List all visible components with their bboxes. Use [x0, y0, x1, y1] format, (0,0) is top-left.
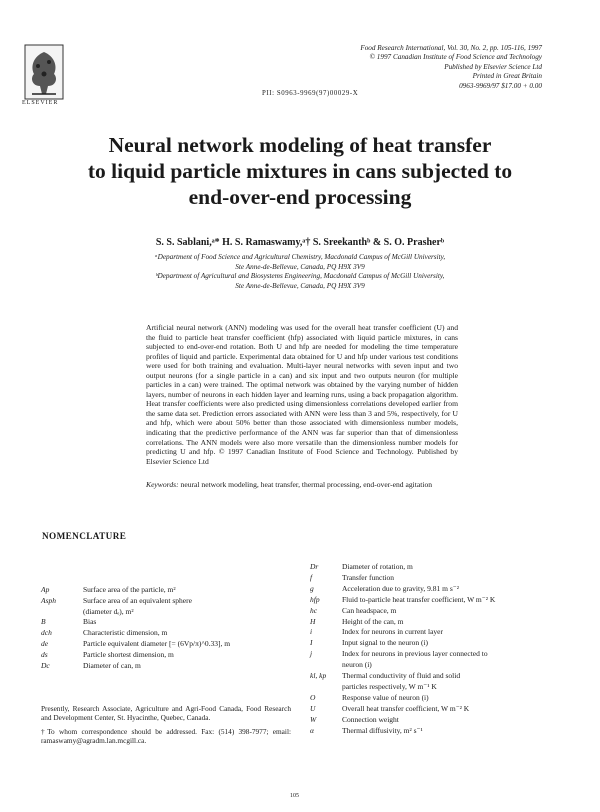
nomenclature-definition: Index for neurons in previous layer connected to — [342, 649, 488, 659]
affiliation-line: Ste Anne-de-Bellevue, Canada, PQ H9X 3V9 — [235, 281, 365, 290]
keywords — [146, 480, 458, 490]
nomenclature-definition: Particle equivalent diameter [= (6Vp/π)^0.33], m — [83, 639, 231, 648]
nomenclature-definition: Index for neurons in current layer — [342, 627, 444, 637]
nomenclature-definition: Thermal diffusivity, m² s⁻¹ — [342, 725, 423, 735]
footnotes — [41, 704, 291, 746]
author-list: S. S. Sablani,ᵃ* H. S. Ramaswamy,ᵃ† S. Sreekanthᵇ & S. O. Prasherᵇ — [155, 237, 445, 248]
nomenclature-symbol: i — [310, 627, 313, 637]
keywords-text: neural network modeling, heat transfer, thermal processing, end-over-end agitation — [180, 480, 433, 489]
title-line: end-over-end processing — [188, 185, 412, 209]
copyright-line: © 1997 Canadian Institute of Food Science and Technology — [369, 53, 542, 62]
nomenclature-symbol: hc — [310, 605, 318, 615]
nomenclature-definition: (diameter dₑ), m² — [83, 606, 134, 616]
nomenclature-definition: Input signal to the neuron (i) — [342, 638, 429, 648]
footnote-present-address: Presently, Research Associate, Agriculture and Agri-Food Canada, Food Research and Development Center, St. Hyacinthe, Quebec, Canada. — [41, 704, 291, 723]
nomenclature-symbol: Dr — [310, 562, 319, 571]
nomenclature-definition: neuron (i) — [342, 660, 372, 670]
nomenclature-symbol: U — [310, 703, 316, 713]
printed-line: Printed in Great Britain — [472, 72, 542, 81]
nomenclature-definition: Diameter of rotation, m — [342, 562, 413, 571]
pii-code: PII: S0963-9969(97)00029-X — [262, 90, 359, 97]
affiliations — [40, 253, 560, 291]
nomenclature-symbol: Dc — [41, 660, 50, 670]
nomenclature-definition: Surface area of an equivalent sphere — [83, 595, 192, 605]
publisher-logo-text: ELSEVIER — [22, 100, 59, 106]
nomenclature-symbol: Asph — [41, 595, 56, 605]
nomenclature-definition: Diameter of can, m — [83, 660, 141, 670]
affiliation-line: ᵇDepartment of Agricultural and Biosystems Engineering, Macdonald Campus of McGill University, — [155, 272, 445, 281]
nomenclature-symbol: g — [310, 583, 314, 593]
nomenclature-definition: particles respectively, W m⁻¹ K — [342, 681, 437, 691]
journal-info — [262, 44, 542, 91]
nomenclature-heading: NOMENCLATURE — [42, 531, 127, 541]
nomenclature-definition: Response value of neuron (i) — [342, 692, 429, 702]
footnote-correspondence: †To whom correspondence should be addressed. Fax: (514) 398-7977; email: ramaswamy@agradm.lan.mcgill.ca. — [41, 726, 291, 746]
elsevier-logo — [24, 44, 64, 100]
price-line: 0963-9969/97 $17.00 + 0.00 — [459, 81, 542, 90]
paper-title — [40, 132, 560, 210]
nomenclature-definition: Thermal conductivity of fluid and solid — [342, 671, 461, 680]
nomenclature-symbol: dch — [41, 628, 52, 638]
nomenclature-definition: Acceleration due to gravity, 9.81 m s⁻² — [342, 583, 459, 593]
keywords-label: Keywords: — [146, 480, 179, 489]
nomenclature-symbol: kl, kp — [310, 671, 327, 680]
nomenclature-definition: Surface area of the particle, m² — [83, 585, 176, 594]
nomenclature-symbol: H — [310, 616, 316, 626]
affiliation-line: Ste Anne-de-Bellevue, Canada, PQ H9X 3V9 — [235, 262, 365, 271]
nomenclature-definition: Height of the can, m — [342, 616, 404, 626]
nomenclature-symbol: O — [310, 692, 316, 702]
nomenclature-definition: Characteristic dimension, m — [83, 628, 168, 638]
nomenclature-definition: Particle shortest dimension, m — [83, 649, 174, 659]
nomenclature-definition: Overall heat transfer coefficient, W m⁻² K — [342, 703, 470, 713]
nomenclature-definition: Connection weight — [342, 714, 399, 724]
title-line: Neural network modeling of heat transfer — [108, 133, 492, 157]
abstract: Artificial neural network (ANN) modeling was used for the overall heat transfer coefficient (U) and the fluid to particle heat transfer coefficient (hfp) associated with liquid particle mixtures, in cans subjected to end-over-end rotation. Both U and hfp are needed for modeling the time temperature profiles of liquid and particle. Experimental data obtained for U and hfp under various test conditions were used for both training and evaluation. Multi-layer neural networks with seven input and two output neurons (for a single particle in a can) and six input and two outputs neuron (for multiple particles in a can) were trained. The optimal network was obtained by the varying number of hidden layers, number of neurons in each hidden layer and learning runs, using a back propagation algorithm. Heat transfer coefficients were also predicted using dimensionless correlations developed earlier from the same data set. Prediction errors associated with ANN were less than 3 and 5%, respectively, for U and hfp, which were about 50% better than those associated with dimensionless number models, indicating that the predictive performance of the ANN was far superior than that of dimensionless correlations. The ANN models were also more versatile than the dimensionless number models for predicting U and hfp. © 1997 Canadian Institute of Food Science and Technology. Published by Elsevier Science Ltd — [146, 323, 458, 466]
tree-emblem-icon — [24, 44, 64, 100]
nomenclature-definition: Bias — [83, 617, 97, 627]
nomenclature-symbol: de — [41, 639, 49, 648]
nomenclature-symbol: hfp — [310, 594, 320, 604]
affiliation-line: ᵃDepartment of Food Science and Agricultural Chemistry, Macdonald Campus of McGill University, — [154, 253, 446, 261]
nomenclature-symbol: f — [310, 572, 313, 582]
publisher-line: Published by Elsevier Science Ltd — [444, 62, 542, 71]
nomenclature-symbol: α — [310, 725, 314, 735]
nomenclature-symbol: ds — [41, 649, 48, 659]
nomenclature-symbol: B — [41, 617, 46, 627]
nomenclature-definition: Transfer function — [342, 572, 395, 582]
journal-citation: Food Research International, Vol. 30, No. 2, pp. 105-116, 1997 — [360, 44, 542, 52]
page-number: 105 — [290, 793, 299, 799]
nomenclature-definition: Fluid to-particle heat transfer coefficient, W m⁻² K — [342, 594, 496, 604]
nomenclature-symbol: j — [310, 649, 313, 659]
nomenclature-symbol: Ap — [41, 585, 50, 594]
nomenclature-symbol: W — [310, 714, 317, 724]
title-line: to liquid particle mixtures in cans subjected to — [87, 159, 513, 183]
nomenclature-symbol: I — [310, 638, 313, 648]
nomenclature-definition: Can headspace, m — [342, 605, 397, 615]
